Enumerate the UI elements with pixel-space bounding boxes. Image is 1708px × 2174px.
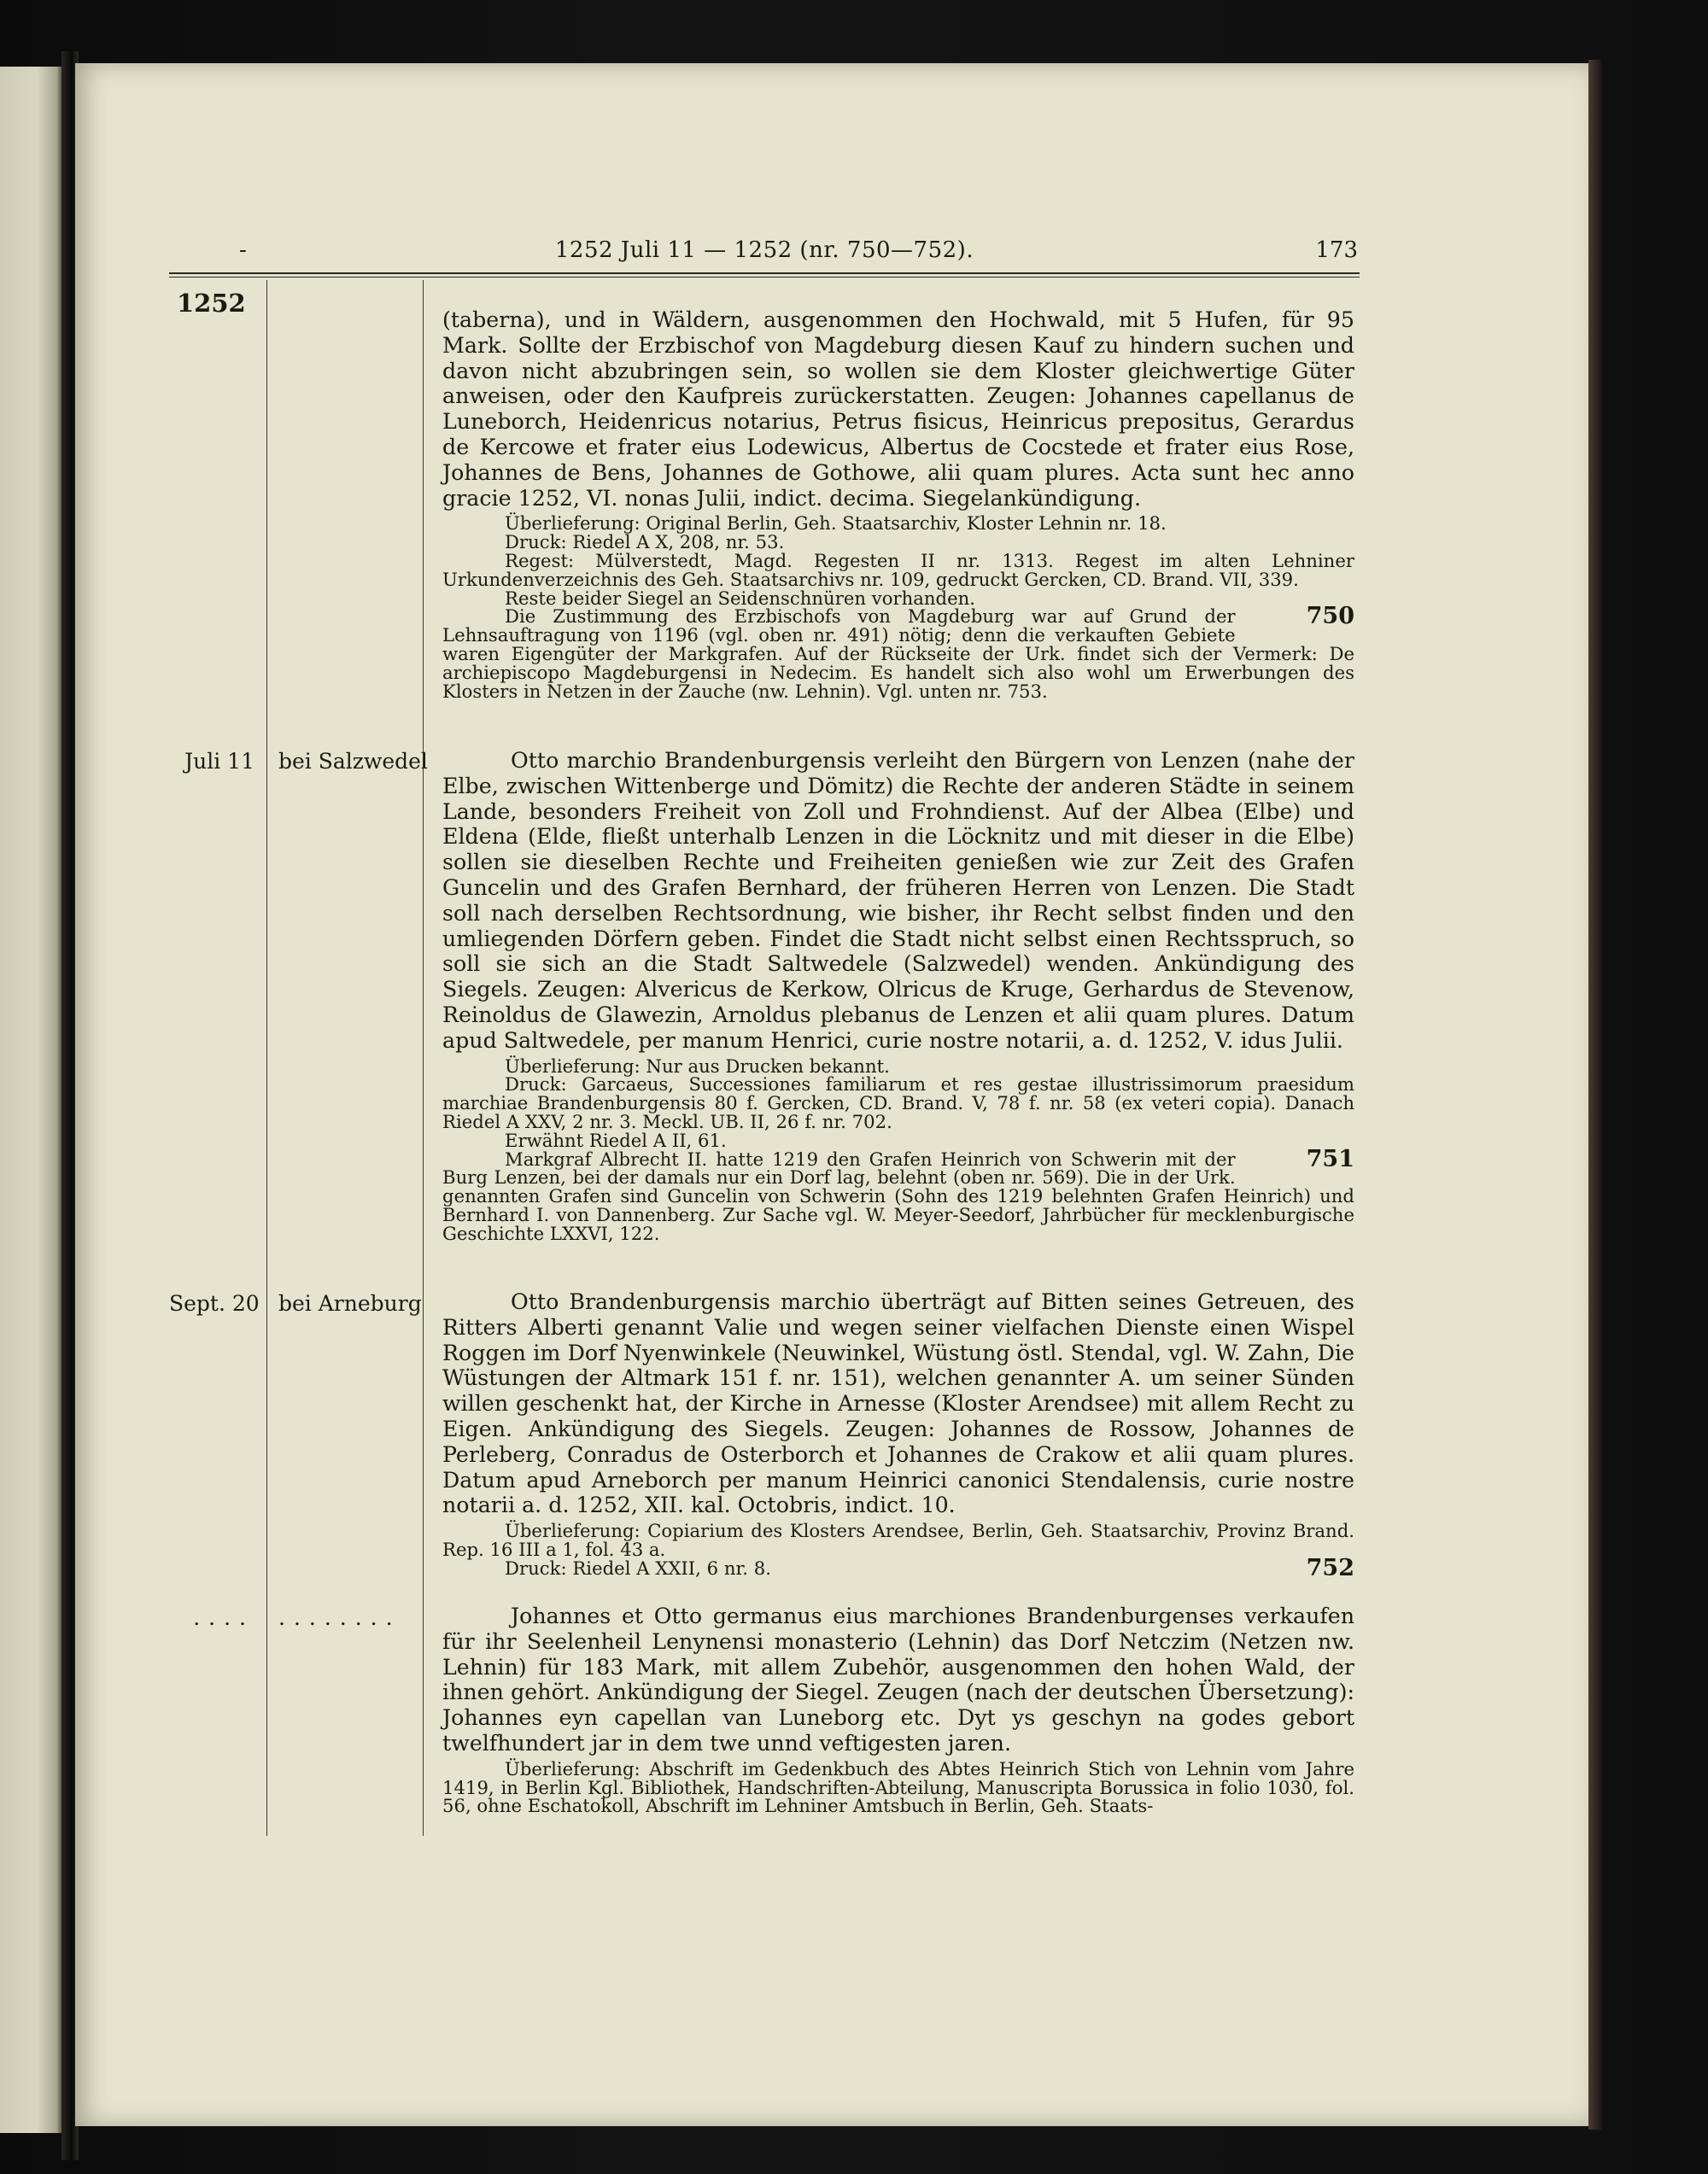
regest-entry-753 [442, 1604, 1354, 1815]
header-mark: - [239, 237, 247, 263]
note-druck: Druck: Garcaeus, Successiones familiarum et res gestae illustrissimorum praesidum marchiae Brandenburgensis 80 f. Gercken, CD. Brand. V, 78 f. nr. 58 (ex veteri copia). Danach Riedel A XXV, 2 nr. 3. Meckl. UB. II, 26 f. nr. 702. [442, 1073, 1354, 1132]
page-number: 173 [1315, 237, 1358, 263]
header-rule [169, 272, 1360, 278]
regest-number: 752 [1306, 1554, 1354, 1581]
entry-date: Sept. 20 [169, 1291, 260, 1316]
note-ueberlieferung: Überlieferung: Original Berlin, Geh. Staatsarchiv, Kloster Lehnin nr. 18. [505, 512, 1167, 535]
note-druck: 752 Druck: Riedel A XXII, 6 nr. 8. [505, 1554, 1354, 1581]
entry-place: bei Arneburg [278, 1291, 422, 1316]
column-divider-place [423, 280, 424, 1836]
regest-number: 751 [1306, 1145, 1354, 1172]
regest-entry-751 [442, 748, 1354, 1243]
entry-place: bei Salzwedel [278, 749, 428, 774]
note-regest: Regest: Mülverstedt, Magd. Regesten II nr. 1313. Regest im alten Lehniner Urkundenverzeichnis des Geh. Staatsarchivs nr. 109, gedruckt Gercken, CD. Brand. VII, 339. [442, 549, 1354, 590]
entry-date: .... [193, 1605, 254, 1630]
note-ueberlieferung: Überlieferung: Abschrift im Gedenkbuch des Abtes Heinrich Stich von Lehnin vom Jahre 1419, in Berlin Kgl. Bibliothek, Handschriften-Abteilung, Manuscripta Borussica in folio 1030, fol. 56, ohne Eschatokoll, Abschrift im Lehniner Amtsbuch in Berlin, Geh. Staats- [442, 1757, 1354, 1817]
note-commentary: 750 Die Zustimmung des Erzbischofs von Magdeburg war auf Grund der Lehnsauftragung von 1196 (vgl. oben nr. 491) nötig; denn die verkauften Gebiete waren Eigengüter der Markgrafen. Auf der Rückseite der Urk. findet sich der Vermerk: De archiepiscopo Magdeburgensi in Nedecim. Es handelt sich also wohl um Erwerbungen des Klosters in Netzen in der Zauche (nw. Lehnin). Vgl. unten nr. 753. [442, 603, 1354, 702]
entry-date: Juli 11 [184, 749, 254, 774]
regest-notes [442, 1057, 1354, 1243]
year-heading: 1252 [177, 289, 246, 318]
note-ueberlieferung: Überlieferung: Copiarium des Klosters Arendsee, Berlin, Geh. Staatsarchiv, Provinz Brand. Rep. 16 III a 1, fol. 43 a. [442, 1520, 1354, 1560]
regest-notes [442, 1520, 1354, 1581]
entry-place: ........ [278, 1605, 401, 1630]
column-divider-date [266, 280, 267, 1836]
header-title: 1252 Juli 11 — 1252 (nr. 750—752). [554, 237, 974, 263]
regest-text: Otto marchio Brandenburgensis verleiht den Bürgern von Lenzen (nahe der Elbe, zwischen Wittenberge und Dömitz) die Rechte der anderen Städte in seinem Lande, besonders Freiheit von Zoll und Frohndienst. Auf der Albea (Elbe) und Eldena (Elde, fließt unterhalb Lenzen in die Löcknitz und mit dieser in die Elbe) sollen sie dieselben Rechte und Freiheiten genießen wie zur Zeit des Grafen Guncelin und des Grafen Bernhard, der früheren Herren von Lenzen. Die Stadt soll nach derselben Rechtsordnung, wie bisher, ihr Recht selbst finden und den umliegenden Dörfern geben. Findet die Stadt nicht selbst einen Rechtsspruch, so soll sie sich an die Stadt Saltwedele (Salzwedel) wenden. Ankündigung des Siegels. Zeugen: Alvericus de Kerkow, Olricus de Kruge, Gerhardus de Stevenow, Reinoldus de Glawezin, Arnoldus plebanus de Lenzen et alii quam plures. Datum apud Saltwedele, per manum Henrici, curie nostre notarii, a. d. 1252, V. idus Julii. [442, 748, 1354, 1053]
regest-notes [442, 1757, 1354, 1817]
regest-entry-750 [442, 307, 1354, 700]
regest-text: (taberna), und in Wäldern, ausgenommen den Hochwald, mit 5 Hufen, für 95 Mark. Sollte der Erzbischof von Magdeburg diesen Kauf zu hindern suchen und davon nicht abzubringen sein, so wollen sie dem Kloster gleichwertige Güter anweisen, oder den Kaufpreis zurückerstatten. Zeugen: Johannes capellanus de Luneborch, Heidenricus notarius, Petrus fisicus, Heinricus prepositus, Gerardus de Kercowe et frater eius Lodewicus, Albertus de Cocstede et frater eius Rose, Johannes de Bens, Johannes de Gothowe, alii quam plures. Acta sunt hec anno gracie 1252, VI. nonas Julii, indict. decima. Siegelankündigung. [442, 307, 1354, 511]
left-page-edge [0, 67, 61, 2133]
regest-number: 750 [1306, 603, 1354, 630]
regest-text: Johannes et Otto germanus eius marchiones Brandenburgenses verkaufen für ihr Seelenheil Lenynensi monasterio (Lehnin) das Dorf Netczim (Netzen nw. Lehnin) für 183 Mark, mit allem Zubehör, ausgenommen den hohen Wald, der ihnen gehört. Ankündigung der Siegel. Zeugen (nach der deutschen Übersetzung): Johannes eyn capellan van Luneborg etc. Dyt ys geschyn na godes gebort twelfhundert jar in dem twe unnd veftigesten jaren. [442, 1604, 1354, 1756]
book-cover-edge [1588, 60, 1602, 2130]
regest-notes [442, 514, 1354, 700]
running-header [171, 237, 1358, 272]
regest-entry-752 [442, 1289, 1354, 1581]
note-ueberlieferung: Überlieferung: Nur aus Drucken bekannt. [505, 1055, 890, 1077]
note-siegel: Reste beider Siegel an Seidenschnüren vorhanden. [505, 587, 976, 609]
note-druck: Druck: Riedel A X, 208, nr. 53. [505, 531, 785, 553]
note-erwaehnt: Erwähnt Riedel A II, 61. [505, 1129, 727, 1151]
note-commentary: 751 Markgraf Albrecht II. hatte 1219 den Grafen Heinrich von Schwerin mit der Burg Lenzen, bei der damals nur ein Dorf lag, belehnt (oben nr. 569). Die in der Urk. genannten Grafen sind Guncelin von Schwerin (Sohn des 1219 belehnten Grafen Heinrich) und Bernhard I. von Dannenberg. Zur Sache vgl. W. Meyer-Seedorf, Jahrbücher für mecklenburgische Geschichte LXXVI, 122. [442, 1145, 1354, 1244]
regest-text: Otto Brandenburgensis marchio überträgt auf Bitten seines Getreuen, des Ritters Alberti genannt Valie und wegen seiner vielfachen Dienste einen Wispel Roggen im Dorf Nyenwinkele (Neuwinkel, Wüstung östl. Stendal, vgl. W. Zahn, Die Wüstungen der Altmark 151 f. nr. 151), welchen genannter A. um seiner Sünden willen geschenkt hat, der Kirche in Arnesse (Kloster Arendsee) mit allem Recht zu Eigen. Ankündigung des Siegels. Zeugen: Johannes de Rossow, Johannes de Perleberg, Conradus de Osterborch et Johannes de Crakow et alii quam plures. Datum apud Arneborch per manum Heinrici canonici Stendalensis, curie nostre notarii a. d. 1252, XII. kal. Octobris, indict. 10. [442, 1289, 1354, 1518]
